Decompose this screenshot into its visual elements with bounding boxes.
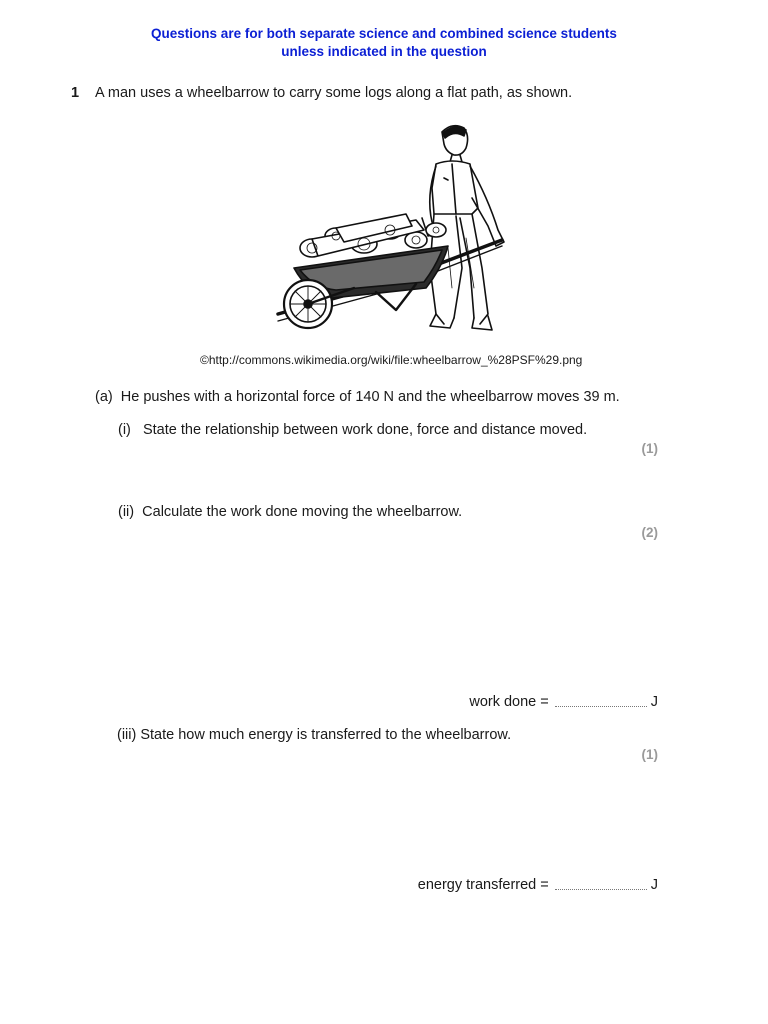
wheelbarrow-illustration bbox=[266, 118, 526, 346]
work-done-unit: J bbox=[650, 694, 658, 710]
part-a-ii-prompt bbox=[118, 504, 462, 520]
part-a-iii-label: (iii) bbox=[117, 727, 137, 743]
energy-transferred-label: energy transferred = bbox=[417, 877, 549, 893]
part-a-i-marks: (1) bbox=[641, 441, 658, 456]
part-a-text: He pushes with a horizontal force of 140 N and the wheelbarrow moves 39 m. bbox=[120, 389, 620, 405]
work-done-label: work done = bbox=[469, 694, 549, 710]
part-a-i-prompt bbox=[118, 422, 587, 438]
energy-transferred-answer-line[interactable] bbox=[555, 877, 647, 890]
instructions-notice bbox=[0, 25, 768, 61]
energy-transferred-answer-row bbox=[418, 877, 658, 893]
energy-transferred-unit: J bbox=[650, 877, 658, 893]
part-a-iii-marks: (1) bbox=[641, 747, 658, 762]
part-a-ii-label: (ii) bbox=[118, 504, 135, 520]
work-done-answer-line[interactable] bbox=[555, 694, 647, 707]
part-a-iii-text: State how much energy is transferred to the wheelbarrow. bbox=[140, 727, 512, 743]
work-done-answer-row bbox=[469, 694, 658, 710]
notice-line-2: unless indicated in the question bbox=[281, 44, 487, 59]
notice-line-1: Questions are for both separate science and combined science students bbox=[151, 26, 617, 41]
part-a-i-label: (i) bbox=[118, 422, 131, 438]
image-credit: ©http://commons.wikimedia.org/wiki/file:wheelbarrow_%28PSF%29.png bbox=[200, 353, 583, 367]
part-a-label: (a) bbox=[95, 389, 113, 405]
part-a-iii-prompt bbox=[117, 727, 511, 743]
part-a-ii-text: Calculate the work done moving the wheelbarrow. bbox=[142, 504, 463, 520]
part-a-i-text: State the relationship between work done, force and distance moved. bbox=[142, 422, 588, 438]
part-a-prompt bbox=[95, 389, 620, 405]
part-a-ii-marks: (2) bbox=[641, 525, 658, 540]
question-number: 1 bbox=[71, 85, 80, 101]
question-text: A man uses a wheelbarrow to carry some logs along a flat path, as shown. bbox=[95, 85, 573, 101]
